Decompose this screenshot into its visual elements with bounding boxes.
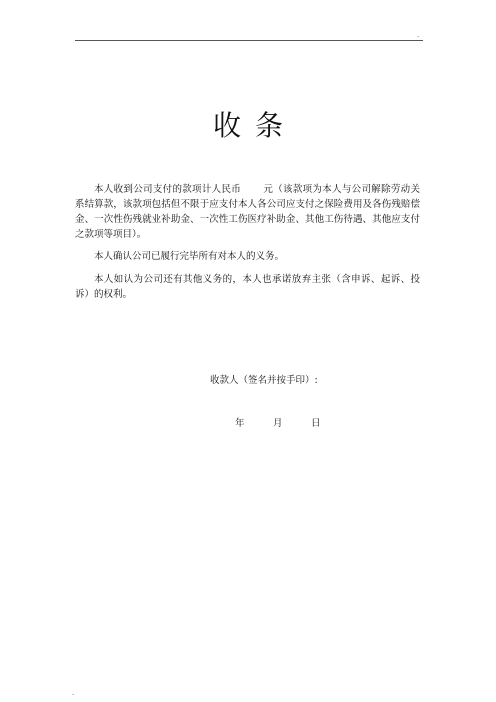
paragraph-waiver-of-claims: 本人如认为公司还有其他义务的，本人也承诺放弃主张（含申诉、起诉、投诉）的权利。 [75,274,420,300]
paragraph-payment-amount-lead: 本人收到公司支付的款项计人民币 [94,184,242,195]
header-rule [75,40,423,41]
signature-line: 收款人（签名并按手印）: [210,375,318,386]
paragraph-payment-amount [75,182,420,242]
footer-corner-mark: . [72,689,75,697]
document-title: 收条 [212,109,297,142]
date-year-label: 年 [235,418,245,429]
date-day-label: 日 [311,418,321,429]
paragraph-obligation-confirmation: 本人确认公司已履行完毕所有对本人的义务。 [94,251,285,262]
date-line [235,417,321,431]
header-corner-mark: . [417,31,420,39]
date-month-label: 月 [273,418,283,429]
paragraph-payment-amount-rest: 元（该款项为本人与公司解除劳动关系结算款，该款项包括但不限于应支付本人各公司应支付之保险费用及各伤残赔偿金、一次性伤残就业补助金、一次性工伤医疗补助金、其他工伤待遇、其他应支付之款项等项目）。 [75,184,420,240]
